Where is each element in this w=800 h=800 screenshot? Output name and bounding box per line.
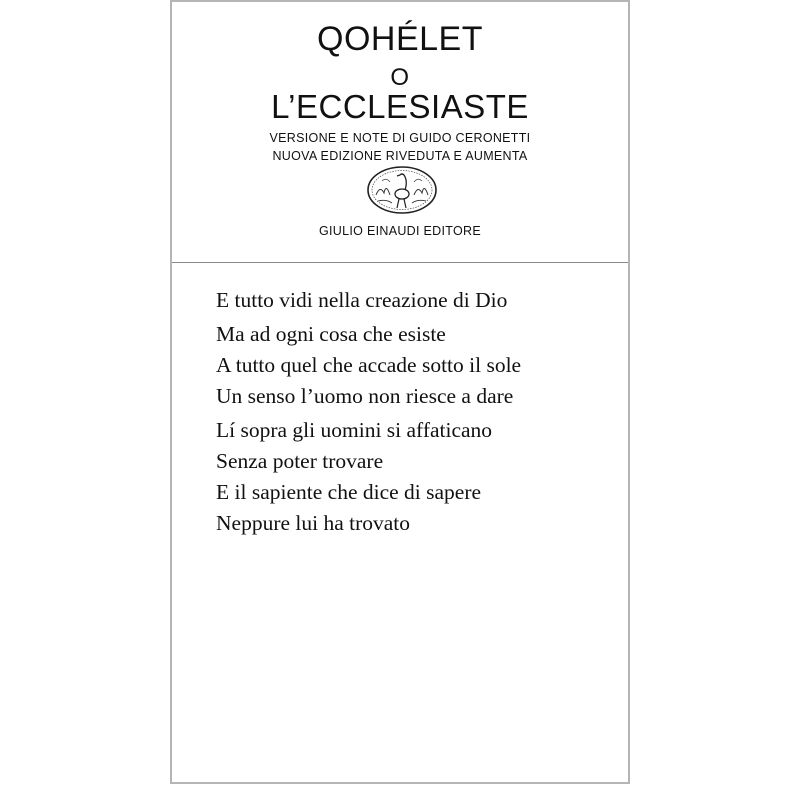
book-cover (170, 0, 630, 784)
ostrich-seal-emblem-icon (366, 165, 438, 215)
title-line-2: O (390, 64, 410, 91)
poem-text (216, 285, 616, 539)
poem-line: A tutto quel che accade sotto il sole (216, 353, 522, 377)
poem-line: Lí sopra gli uomini si affaticano (216, 418, 493, 442)
poem-line: Un senso l’uomo non riesce a dare (216, 384, 514, 408)
poem-line: E tutto vidi nella creazione di Dio (216, 288, 508, 312)
subtitle-line-1: VERSIONE E NOTE DI GUIDO CERONETTI (269, 131, 531, 145)
title-line-3: L’ECCLESIASTE (271, 88, 529, 125)
poem-line: Neppure lui ha trovato (216, 511, 411, 535)
poem-line: Ma ad ogni cosa che esiste (216, 322, 446, 346)
poem-line: E il sapiente che dice di sapere (216, 480, 482, 504)
cover-header-panel (172, 2, 628, 263)
subtitle-line-2: NUOVA EDIZIONE RIVEDUTA E AUMENTA (272, 149, 528, 163)
publisher-name: GIULIO EINAUDI EDITORE (319, 224, 481, 238)
poem-line: Senza poter trovare (216, 449, 384, 473)
title-line-1: QOHÉLET (317, 20, 483, 58)
